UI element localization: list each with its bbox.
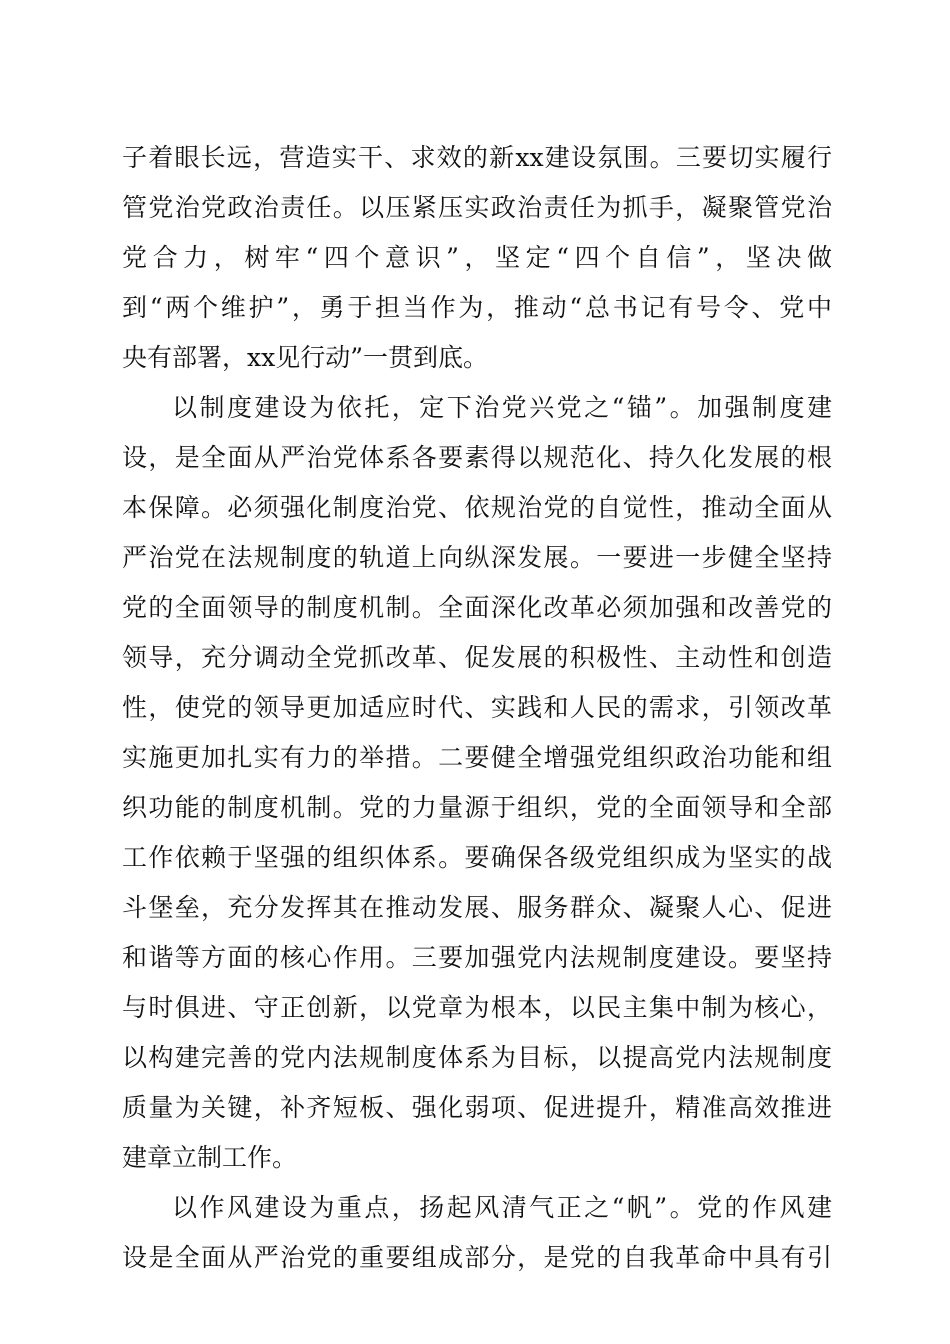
text-line: 性，使党的领导更加适应时代、实践和人民的需求，引领改革 [122, 693, 832, 722]
text-line: 子着眼长远，营造实干、求效的新xx建设氛围。三要切实履行 [122, 143, 832, 172]
text-line: 织功能的制度机制。党的力量源于组织，党的全面领导和全部 [122, 793, 832, 822]
text-line: 和谐等方面的核心作用。三要加强党内法规制度建设。要坚持 [122, 943, 832, 972]
text-line: 央有部署，xx见行动”一贯到底。 [122, 343, 488, 372]
text-line: 本保障。必须强化制度治党、依规治党的自觉性，推动全面从 [122, 493, 832, 522]
text-line: 质量为关键，补齐短板、强化弱项、促进提升，精准高效推进 [122, 1093, 832, 1122]
text-line: 实施更加扎实有力的举措。二要健全增强党组织政治功能和组 [122, 743, 832, 772]
paragraph-first-line: 以作风建设为重点，扬起风清气正之“帆”。党的作风建 [172, 1193, 832, 1222]
text-line: 党的全面领导的制度机制。全面深化改革必须加强和改善党的 [122, 593, 832, 622]
text-line: 到“两个维护”，勇于担当作为，推动“总书记有号令、党中 [122, 293, 832, 322]
text-line: 工作依赖于坚强的组织体系。要确保各级党组织成为坚实的战 [122, 843, 832, 872]
text-line: 严治党在法规制度的轨道上向纵深发展。一要进一步健全坚持 [122, 543, 832, 572]
text-line: 设是全面从严治党的重要组成部分，是党的自我革命中具有引 [122, 1243, 832, 1272]
text-line: 斗堡垒，充分发挥其在推动发展、服务群众、凝聚人心、促进 [122, 893, 832, 922]
text-line: 管党治党政治责任。以压紧压实政治责任为抓手，凝聚管党治 [122, 193, 832, 222]
text-line: 以构建完善的党内法规制度体系为目标，以提高党内法规制度 [122, 1043, 832, 1072]
text-line: 与时俱进、守正创新，以党章为根本，以民主集中制为核心， [122, 993, 832, 1022]
text-line: 建章立制工作。 [122, 1143, 298, 1172]
paragraph-first-line: 以制度建设为依托，定下治党兴党之“锚”。加强制度建 [172, 393, 832, 422]
document-body [122, 133, 832, 1283]
text-line: 党合力，树牢“四个意识”，坚定“四个自信”，坚决做 [122, 243, 832, 272]
text-line: 设，是全面从严治党体系各要素得以规范化、持久化发展的根 [122, 443, 832, 472]
text-line: 领导，充分调动全党抓改革、促发展的积极性、主动性和创造 [122, 643, 832, 672]
